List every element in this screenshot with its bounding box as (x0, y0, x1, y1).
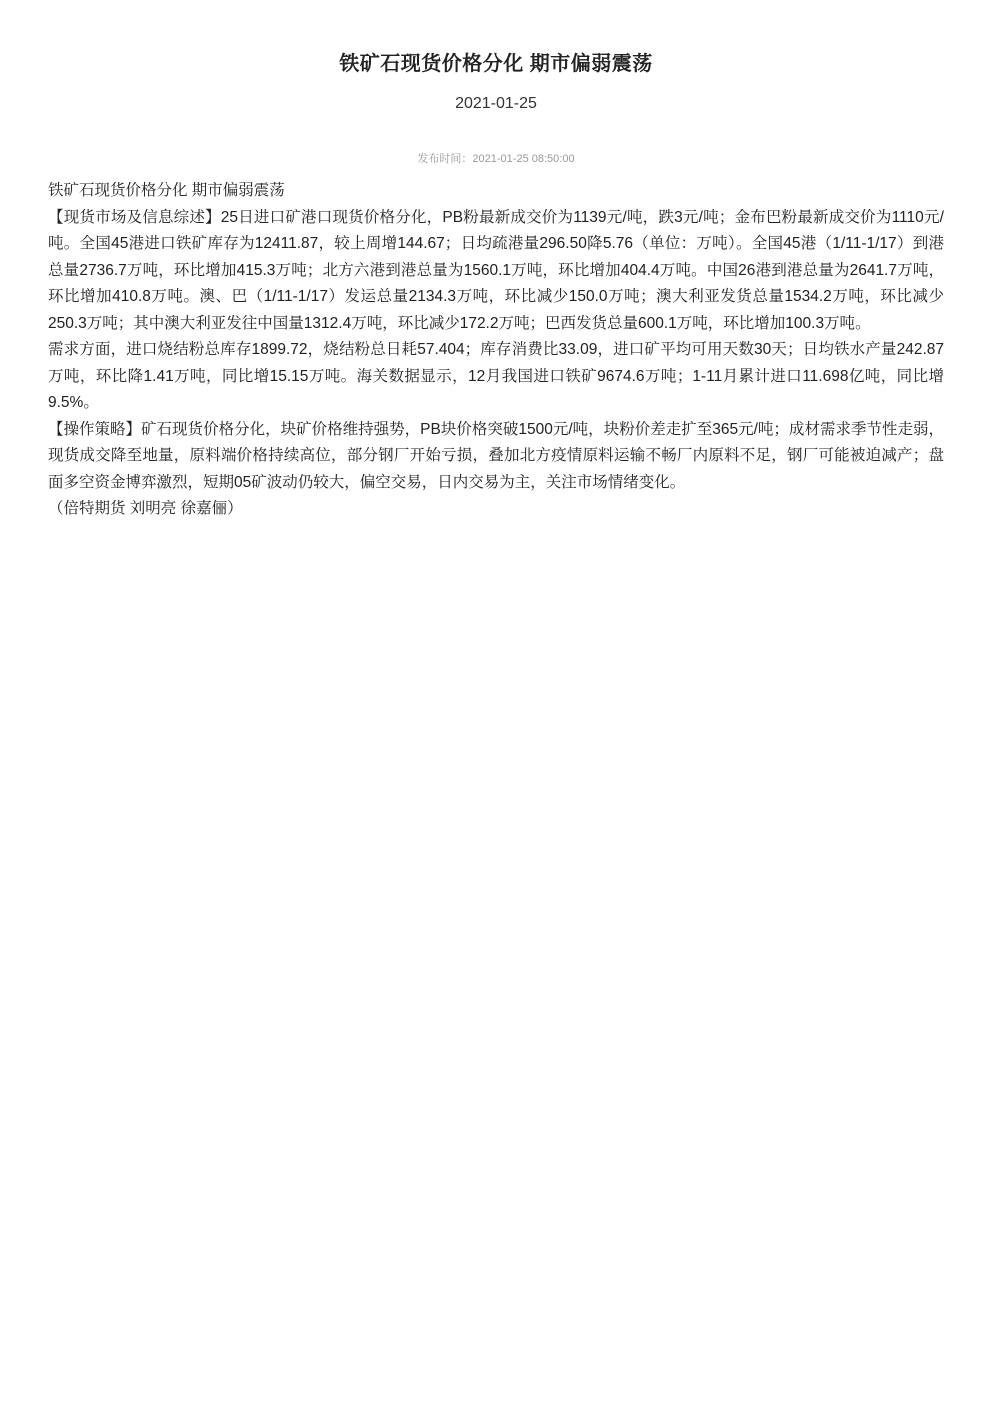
page-title: 铁矿石现货价格分化 期市偏弱震荡 (339, 53, 653, 75)
publish-time-value: 2021-01-25 08:50:00 (472, 153, 575, 165)
page-date: 2021-01-25 (455, 95, 537, 112)
article-paragraph-strategy: 【操作策略】矿石现货价格分化，块矿价格维持强势，PB块价格突破1500元/吨，块粉价差走扩至365元/吨；成材需求季节性走弱，现货成交降至地量，原料端价格持续高位，部分钢厂开始亏损，叠加北方疫情原料运输不畅厂内原料不足，钢厂可能被迫减产；盘面多空资金博弈激烈，短期05矿波动仍较大，偏空交易，日内交易为主，关注市场情绪变化。 (48, 420, 944, 491)
article-byline: （倍特期货 刘明亮 徐嘉俪） (48, 500, 243, 517)
publish-time-label: 发布时间： (417, 153, 473, 165)
article-body (48, 178, 944, 523)
publish-time (0, 150, 992, 166)
article-paragraph-market-summary: 【现货市场及信息综述】25日进口矿港口现货价格分化，PB粉最新成交价为1139元/吨，跌3元/吨；金布巴粉最新成交价为1110元/吨。全国45港进口铁矿库存为12411.87，较上周增144.67；日均疏港量296.50降5.76（单位：万吨）。全国45港（1/11-1/17）到港总量2736.7万吨，环比增加415.3万吨；北方六港到港总量为1560.1万吨，环比增加404.4万吨。中国26港到港总量为2641.7万吨，环比增加410.8万吨。澳、巴（1/11-1/17）发运总量2134.3万吨，环比减少150.0万吨；澳大利亚发货总量1534.2万吨，环比减少250.3万吨；其中澳大利亚发往中国量1312.4万吨，环比减少172.2万吨；巴西发货总量600.1万吨，环比增加100.3万吨。 (48, 208, 944, 332)
article-paragraph-demand: 需求方面，进口烧结粉总库存1899.72，烧结粉总日耗57.404；库存消费比33.09，进口矿平均可用天数30天；日均铁水产量242.87万吨，环比降1.41万吨，同比增15.15万吨。海关数据显示，12月我国进口铁矿9674.6万吨；1-11月累计进口11.698亿吨，同比增9.5%。 (48, 341, 944, 411)
article-lead-title: 铁矿石现货价格分化 期市偏弱震荡 (48, 182, 285, 199)
